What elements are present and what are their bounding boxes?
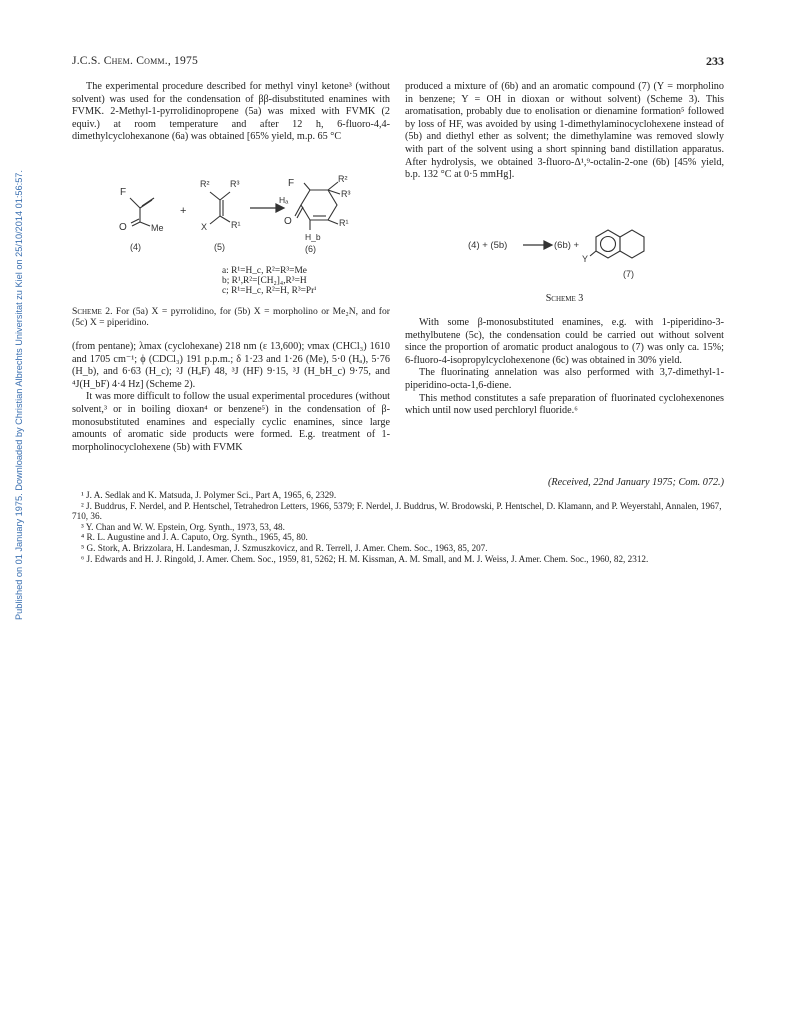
paragraph-difficulty: It was more difficult to follow the usual experimental procedures (without solvent,³ or in boiling dioxan⁴ or benzene⁵) in the condensation of β-monosubstituted enamines and especially cyclic enamines, since large amounts of aromatic side products were formed. E.g. treatment of 1-morpholinocyclohexene (5b) with FVMK bbox=[72, 391, 390, 453]
scheme3-reactants: (4) + (5b) bbox=[468, 240, 508, 251]
product-F-label: F bbox=[288, 178, 295, 189]
compound-4-label: (4) bbox=[130, 242, 141, 252]
enamine-R2-label: R² bbox=[200, 179, 210, 189]
product-Hb-label: H_b bbox=[305, 232, 321, 242]
scheme-2-caption-text: For (5a) X = pyrrolidino, for (5b) X = morpholino or Me₂N, and for (5c) X = piperidino. bbox=[72, 306, 390, 329]
product-Ha-label: Hₐ bbox=[279, 195, 289, 205]
fvmk-F-label: F bbox=[120, 187, 127, 198]
received-date: (Received, 22nd January 1975; Com. 072.) bbox=[548, 477, 724, 488]
reference-item: ³ Y. Chan and W. W. Epstein, Org. Synth., 1973, 53, 48. bbox=[81, 521, 285, 532]
paragraph-spectral-data: (from pentane); λmax (cyclohexane) 218 nm (ε 13,600); νmax (CHCl₃) 1610 and 1705 cm⁻¹; ϕ (CDCl₃) 191 p.p.m.; δ 1·23 and 1·26 (Me), 5·0 (Hₐ), 5·76 (H_b), and 6·63 (H_c); ²J (HₐF) 48, ³J (HF) 9·15, ³J (H_bH_c) 9·75, and ⁴J(H_bF) 4·4 Hz] (Scheme 2). bbox=[72, 341, 390, 390]
journal-prefix: J.C.S. bbox=[72, 54, 104, 67]
right-column-top bbox=[405, 81, 724, 182]
scheme-2-caption-label: Scheme 2. bbox=[72, 306, 113, 317]
scheme3-reaction-arrow bbox=[523, 241, 552, 249]
scheme2-reaction-arrow bbox=[250, 204, 284, 212]
paragraph-experimental: The experimental procedure described for methyl vinyl ketone³ (without solvent) was used for the condensation of ββ-disubstituted enamines with FVMK. 2-Methyl-1-pyrrolidinopropene (5a) was mixed with FVMK (2 equiv.) at room temperature and after 12 h, 6-fluoro-4,4-dimethylcyclohexanone (6a) was obtained [65% yield, m.p. 65 °C bbox=[72, 81, 390, 143]
scheme-2-caption bbox=[72, 306, 390, 328]
fvmk-Me-label: Me bbox=[151, 223, 164, 233]
scheme2-plus: + bbox=[180, 205, 187, 217]
enamine-R1-label: R¹ bbox=[231, 220, 241, 230]
reference-item: ² J. Buddrus, F. Nerdel, and P. Hentschel, Tetrahedron Letters, 1966, 5379; F. Nerdel, J. Buddrus, W. Brodowski, P. Hentschel, D. Klamann, and P. Weyerstahl, Annalen, 1967, 710, 36. bbox=[72, 500, 722, 522]
paragraph-aromatisation: produced a mixture of (6b) and an aromatic compound (7) (Y = morpholino in benzene; Y = OH in dioxan or without solvent) (Scheme 3). This aromatisation, probably due to enolisation or dienamine formation⁵ followed by loss of HF, was avoided by using 1-dimethylaminocyclohexene instead of (5b) and diethyl ether as solvent; the dimethylamine was removed slowly with part of the solvent using a short spinning band distillation apparatus. After hydrolysis, we obtained 3-fluoro-Δ¹,⁹-octalin-2-one (6b) [45% yield, b.p. 132 °C at 0·5 mmHg]. bbox=[405, 81, 724, 181]
journal-year: , 1975 bbox=[167, 54, 199, 67]
compound-7-label: (7) bbox=[623, 269, 634, 279]
left-column-bottom bbox=[72, 341, 390, 454]
product-O-label: O bbox=[284, 216, 292, 227]
tetralin-structure bbox=[590, 230, 644, 258]
legend-line-a: a: R¹=H_c, R²=R³=Me bbox=[222, 266, 307, 276]
left-column-top bbox=[72, 81, 390, 144]
scheme-2-diagram bbox=[100, 170, 390, 266]
scheme-3-diagram bbox=[468, 222, 668, 284]
scheme3-product: (6b) + bbox=[554, 240, 580, 251]
fvmk-structure bbox=[130, 198, 154, 226]
fvmk-O-label: O bbox=[119, 222, 127, 233]
running-header bbox=[72, 54, 198, 67]
download-watermark bbox=[2, 60, 24, 960]
scheme3-Y-label: Y bbox=[582, 254, 589, 264]
legend-line-b: b; R¹,R²=[CH₂]₄,R³=H bbox=[222, 275, 307, 286]
paragraph-annelation: The fluorinating annelation was also performed with 3,7-dimethyl-1-piperidino-octa-1,6-diene. bbox=[405, 367, 724, 391]
reference-item: ⁵ G. Stork, A. Brizzolara, H. Landesman, J. Szmuszkovicz, and R. Terrell, J. Amer. Chem. Soc., 1963, 85, 207. bbox=[81, 542, 488, 553]
scheme-3-caption: Scheme 3 bbox=[545, 293, 584, 304]
reference-item: ⁶ J. Edwards and H. J. Ringold, J. Amer. Chem. Soc., 1959, 81, 5262; H. M. Kissman, A. M. Small, and M. J. Weiss, J. Amer. Chem. Soc., 1960, 82, 2312. bbox=[81, 553, 649, 564]
paragraph-monosubstituted: With some β-monosubstituted enamines, e.g. with 1-piperidino-3-methylbutene (5c), the condensation could be carried out without solvent since the proportion of aromatic product analogous to (7) was only ca. 15%; 6-fluoro-4-isopropylcyclohexenone (6c) was obtained in 30% yield. bbox=[405, 317, 724, 366]
right-column-bottom bbox=[405, 317, 724, 418]
product-R2-label: R² bbox=[338, 174, 348, 184]
cyclohexenone-structure bbox=[295, 182, 340, 230]
page-number: 233 bbox=[706, 54, 724, 68]
reference-item: ⁴ R. L. Augustine and J. A. Caputo, Org. Synth., 1965, 45, 80. bbox=[81, 532, 308, 543]
scheme-2-legend bbox=[222, 267, 316, 296]
download-watermark-text: Published on 01 January 1975. Downloaded by Christian Albrechts Universitat zu Kiel on 25/10/2014 01:56:57. bbox=[14, 170, 24, 620]
enamine-R3-label: R³ bbox=[230, 179, 240, 189]
product-R1-label: R¹ bbox=[339, 218, 349, 228]
reference-item: ¹ J. A. Sedlak and K. Matsuda, J. Polymer Sci., Part A, 1965, 6, 2329. bbox=[81, 490, 337, 500]
references-list bbox=[72, 490, 724, 564]
enamine-X-label: X bbox=[201, 222, 208, 232]
compound-5-label: (5) bbox=[214, 242, 225, 252]
compound-6-label: (6) bbox=[305, 244, 316, 254]
journal-name: Chem. Comm. bbox=[103, 54, 168, 67]
legend-line-c: c; R¹=H_c, R²=H, R³=Prⁱ bbox=[222, 285, 317, 296]
product-R3-label: R³ bbox=[341, 189, 351, 199]
paragraph-conclusion: This method constitutes a safe preparation of fluorinated cyclohexenones which until now used perchloryl fluoride.⁶ bbox=[405, 392, 724, 417]
enamine-structure bbox=[210, 192, 230, 224]
